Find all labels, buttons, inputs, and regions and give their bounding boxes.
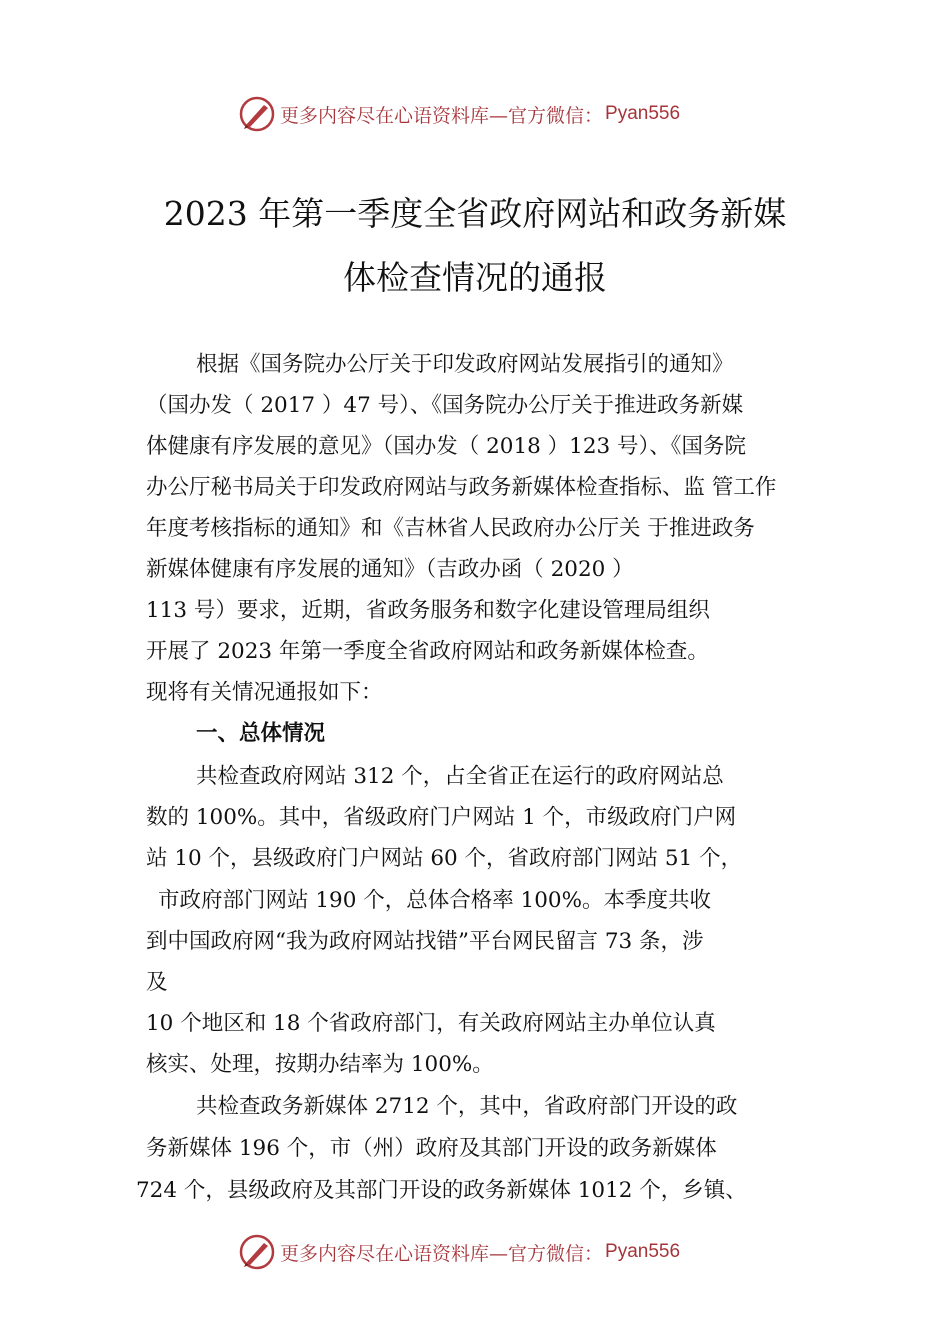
document-title-line-2: 体检查情况的通报 [343, 258, 607, 297]
body-line: 年度考核指标的通知》和《吉林省人民政府办公厅关 于推进政务 [146, 516, 755, 541]
body-line: 核实、处理，按期办结率为 100%。 [146, 1052, 494, 1077]
watermark-text: 更多内容尽在心语资料库—官方微信： [280, 1242, 604, 1265]
body-line: 724 个，县级政府及其部门开设的政务新媒体 1012 个，乡镇、 [136, 1178, 747, 1203]
body-line: 10 个地区和 18 个省政府部门，有关政府网站主办单位认真 [146, 1011, 716, 1036]
watermark-footer [238, 1232, 798, 1272]
body-line: 站 10 个，县级政府门户网站 60 个，省政府部门网站 51 个， [146, 846, 743, 871]
body-line: 开展了 2023 年第一季度全省政府网站和政务新媒体检查。 [146, 639, 709, 664]
body-line: 数的 100%。其中，省级政府门户网站 1 个，市级政府门户网 [146, 805, 737, 830]
wechat-id: Pyan556 [605, 103, 681, 124]
body-line: 务新媒体 196 个，市（州）政府及其部门开设的政务新媒体 [146, 1136, 717, 1161]
body-line: 共检查政府网站 312 个，占全省正在运行的政府网站总 [196, 764, 724, 789]
body-line: 现将有关情况通报如下： [146, 680, 383, 705]
body-line: 新媒体健康有序发展的通知》（吉政办函（ 2020 ） [146, 557, 634, 582]
watermark-header [238, 94, 798, 134]
body-line: （国办发（ 2017 ）47 号）、《国务院办公厅关于推进政务新媒 [146, 393, 744, 418]
document-title-line-1: 2023 年第一季度全省政府网站和政务新媒 [163, 194, 787, 233]
body-line: 及 [146, 970, 168, 995]
pen-logo-icon [238, 1233, 276, 1271]
body-line: 体健康有序发展的意见》（国办发（ 2018 ）123 号）、《国务院 [146, 434, 747, 459]
pen-logo-icon [238, 95, 276, 133]
body-line: 113 号）要求，近期，省政务服务和数字化建设管理局组织 [146, 598, 710, 623]
watermark-text: 更多内容尽在心语资料库—官方微信： [280, 104, 604, 127]
section-heading: 一、总体情况 [196, 721, 326, 746]
body-line: 市政府部门网站 190 个，总体合格率 100%。本季度共收 [158, 888, 712, 913]
body-line: 共检查政务新媒体 2712 个，其中，省政府部门开设的政 [196, 1094, 738, 1119]
body-line: 到中国政府网“我为政府网站找错”平台网民留言 73 条，涉 [146, 929, 704, 954]
body-line: 根据《国务院办公厅关于印发政府网站发展指引的通知》 [196, 352, 734, 377]
body-line: 办公厅秘书局关于印发政府网站与政务新媒体检查指标、监 管工作 [146, 475, 777, 500]
wechat-id: Pyan556 [605, 1241, 681, 1262]
